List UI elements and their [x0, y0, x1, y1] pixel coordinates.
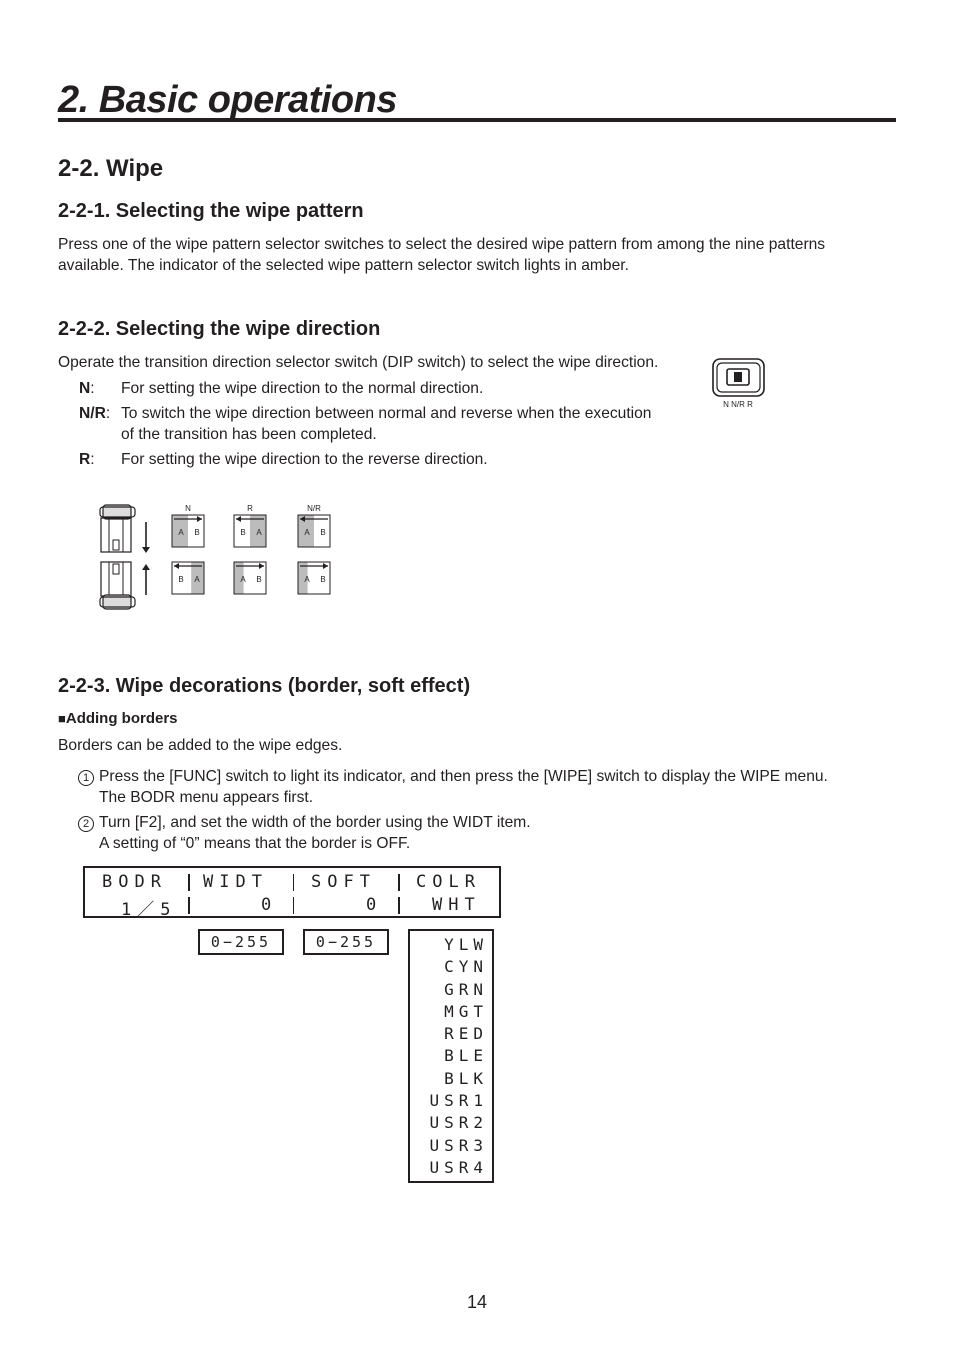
color-option: RED: [444, 1024, 488, 1044]
section-title: 2-2. Wipe: [58, 155, 164, 182]
direction-desc: For setting the wipe direction to the reverse direction.: [121, 451, 488, 468]
term-sep: :: [90, 451, 95, 468]
wipe-source-label: A: [256, 528, 262, 537]
adding-borders-body: Borders can be added to the wipe edges.: [58, 737, 343, 754]
lcd-divider: [398, 897, 400, 914]
step-text: Press the [FUNC] switch to light its indicator, and then press the [WIPE] switch to display the WIPE menu.: [99, 768, 828, 785]
dip-switch-label: N N/R R: [723, 400, 753, 409]
step-1: [78, 766, 898, 808]
wipe-source-label: A: [194, 575, 200, 584]
color-option: CYN: [444, 957, 488, 977]
direction-desc: For setting the wipe direction to the normal direction.: [121, 380, 484, 397]
page-number: 14: [466, 1292, 488, 1312]
color-option: BLK: [444, 1068, 488, 1088]
lcd-item-colr: COLR: [416, 872, 481, 892]
direction-term: N: [79, 380, 91, 397]
dip-switch-knob: [734, 372, 742, 382]
color-option: BLE: [444, 1046, 488, 1066]
wipe-source-label: B: [178, 575, 184, 584]
step-text: Turn [F2], and set the width of the border using the WIDT item.: [99, 814, 531, 831]
color-option: USR4: [429, 1157, 488, 1177]
wipe-source-label: B: [256, 575, 262, 584]
color-option: USR3: [429, 1135, 488, 1155]
wipe-source-label: A: [304, 528, 310, 537]
adding-borders-label: Adding borders: [65, 710, 178, 727]
direction-term: N/R: [79, 405, 106, 422]
subsection-title-pattern: 2-2-1. Selecting the wipe pattern: [58, 200, 364, 222]
chapter-title: 2. Basic operations: [58, 78, 896, 122]
wipe-source-label: B: [194, 528, 200, 537]
fader-lever-top-icon: [100, 505, 150, 553]
pattern-body-line2: available. The indicator of the selected wipe pattern selector switch lights in amber.: [58, 257, 629, 274]
term-sep: :: [90, 380, 95, 397]
color-option: USR2: [429, 1113, 488, 1133]
wipe-arrow-head: [174, 563, 179, 569]
direction-list: [79, 378, 719, 470]
color-option: GRN: [444, 979, 488, 999]
step-number-icon: 2: [78, 816, 94, 832]
lcd-item-widt: WIDT: [203, 872, 268, 892]
color-option: MGT: [444, 1001, 488, 1021]
color-options-list: [408, 929, 494, 1183]
wipe-box-grid: [172, 504, 330, 594]
step-text-cont: A setting of “0” means that the border is OFF.: [99, 835, 411, 852]
step-text-cont: The BODR menu appears first.: [99, 789, 314, 806]
wipe-column-label: N: [185, 504, 191, 513]
pattern-body: [58, 234, 898, 276]
lcd-divider: [188, 897, 190, 914]
term-sep: :: [105, 405, 111, 422]
lcd-value-bodr: 1／5: [121, 900, 177, 920]
subsection-title-decorations: 2-2-3. Wipe decorations (border, soft effect): [58, 675, 471, 697]
lcd-divider: [188, 874, 190, 891]
dip-switch-icon: [710, 356, 770, 412]
wipe-source-label: A: [304, 575, 310, 584]
wipe-arrow-head: [323, 563, 328, 569]
pattern-body-line1: Press one of the wipe pattern selector switches to select the desired wipe pattern from among the nine patterns: [58, 236, 826, 253]
wipe-source-label: A: [240, 575, 246, 584]
lcd-value-soft: 0: [366, 895, 383, 915]
step-number-icon: 1: [78, 770, 94, 786]
step-2: [78, 812, 898, 854]
lcd-menu-display: [83, 866, 501, 918]
color-option: YLW: [444, 935, 488, 954]
direction-desc: To switch the wipe direction between normal and reverse when the execution: [121, 405, 652, 422]
lcd-item-bodr: BODR: [102, 872, 167, 892]
direction-desc-cont: of the transition has been completed.: [121, 426, 377, 443]
lcd-divider: [293, 874, 294, 891]
wipe-source-label: B: [320, 528, 326, 537]
wipe-source-label: B: [240, 528, 246, 537]
lcd-divider: [398, 874, 400, 891]
lcd-item-soft: SOFT: [311, 872, 376, 892]
subsection-title-direction: 2-2-2. Selecting the wipe direction: [58, 318, 381, 340]
direction-item-nr: [79, 403, 719, 445]
direction-intro: Operate the transition direction selector switch (DIP switch) to select the wipe direction.: [58, 354, 659, 371]
wipe-direction-diagram: [95, 500, 345, 616]
lcd-value-colr: WHT: [432, 895, 481, 915]
wipe-arrow-head: [197, 516, 202, 522]
lcd-divider: [293, 897, 294, 914]
lcd-value-widt: 0: [261, 895, 278, 915]
direction-item-r: [79, 449, 719, 470]
wipe-source-label: A: [178, 528, 184, 537]
soft-range-box: 0−255: [303, 929, 389, 955]
wipe-source-label: B: [320, 575, 326, 584]
widt-range-box: 0−255: [198, 929, 284, 955]
adding-borders-heading: [58, 710, 178, 727]
wipe-column-label: N/R: [307, 504, 321, 513]
fader-lever-bottom-icon: [100, 562, 150, 609]
direction-term: R: [79, 451, 91, 468]
wipe-column-label: R: [247, 504, 253, 513]
wipe-arrow-head: [259, 563, 264, 569]
color-option: USR1: [429, 1091, 488, 1111]
square-bullet-icon: ■: [58, 711, 66, 726]
wipe-arrow-head: [236, 516, 241, 522]
direction-item-n: [79, 378, 719, 399]
